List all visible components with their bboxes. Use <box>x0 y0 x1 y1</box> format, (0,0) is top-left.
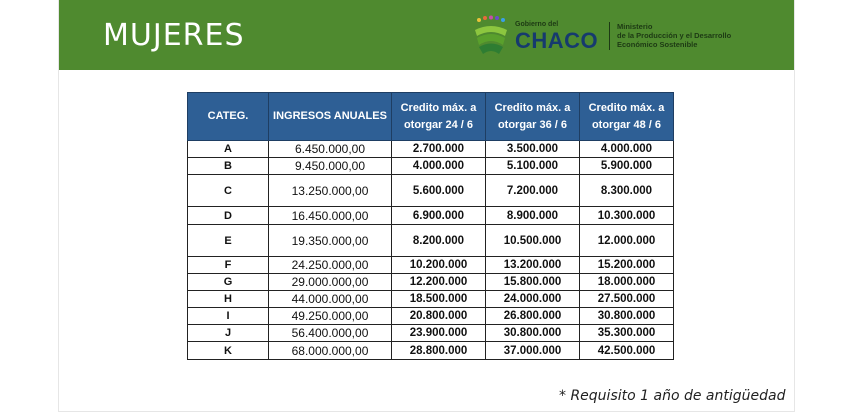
category-cell: J <box>188 325 269 342</box>
credit-48-cell: 8.300.000 <box>580 175 674 207</box>
header-banner <box>59 0 794 70</box>
table-row <box>188 342 674 360</box>
credit-24-cell: 20.800.000 <box>392 308 486 325</box>
credit-24-cell: 28.800.000 <box>392 342 486 360</box>
credit-24-cell: 2.700.000 <box>392 141 486 158</box>
credit-48-cell: 27.500.000 <box>580 291 674 308</box>
table-body <box>188 141 674 360</box>
category-cell: D <box>188 207 269 225</box>
logo-chaco-text: CHACO <box>515 28 599 53</box>
credit-24-cell: 8.200.000 <box>392 225 486 257</box>
income-cell: 19.350.000,00 <box>269 225 392 257</box>
credit-36-cell: 37.000.000 <box>486 342 580 360</box>
header-credito-24: Credito máx. a otorgar 24 / 6 <box>392 93 486 141</box>
table-header-row <box>188 93 674 141</box>
ministry-line: de la Producción y el Desarrollo <box>617 31 732 40</box>
income-cell: 56.400.000,00 <box>269 325 392 342</box>
credit-24-cell: 10.200.000 <box>392 257 486 274</box>
credit-36-cell: 7.200.000 <box>486 175 580 207</box>
header-ingresos: INGRESOS ANUALES <box>269 93 392 141</box>
credit-36-cell: 15.800.000 <box>486 274 580 291</box>
credit-24-cell: 4.000.000 <box>392 158 486 175</box>
table-row <box>188 291 674 308</box>
logo-divider <box>609 22 610 50</box>
category-cell: F <box>188 257 269 274</box>
category-cell: G <box>188 274 269 291</box>
credit-36-cell: 13.200.000 <box>486 257 580 274</box>
income-cell: 68.000.000,00 <box>269 342 392 360</box>
income-cell: 29.000.000,00 <box>269 274 392 291</box>
header-credito-48: Credito máx. a otorgar 48 / 6 <box>580 93 674 141</box>
header-credito-36: Credito máx. a otorgar 36 / 6 <box>486 93 580 141</box>
header-categ: CATEG. <box>188 93 269 141</box>
credit-48-cell: 30.800.000 <box>580 308 674 325</box>
chaco-emblem-icon <box>469 14 513 58</box>
credit-36-cell: 5.100.000 <box>486 158 580 175</box>
category-cell: E <box>188 225 269 257</box>
credit-48-cell: 4.000.000 <box>580 141 674 158</box>
table-row <box>188 257 674 274</box>
credit-48-cell: 42.500.000 <box>580 342 674 360</box>
page-title: MUJERES <box>103 18 245 53</box>
category-cell: C <box>188 175 269 207</box>
table-row <box>188 308 674 325</box>
income-cell: 49.250.000,00 <box>269 308 392 325</box>
credit-36-cell: 8.900.000 <box>486 207 580 225</box>
table-row <box>188 325 674 342</box>
credit-36-cell: 26.800.000 <box>486 308 580 325</box>
table-row <box>188 175 674 207</box>
credit-48-cell: 10.300.000 <box>580 207 674 225</box>
chaco-government-logo <box>469 14 769 58</box>
credit-24-cell: 23.900.000 <box>392 325 486 342</box>
table-row <box>188 141 674 158</box>
credit-36-cell: 24.000.000 <box>486 291 580 308</box>
credit-48-cell: 5.900.000 <box>580 158 674 175</box>
income-cell: 6.450.000,00 <box>269 141 392 158</box>
credit-36-cell: 10.500.000 <box>486 225 580 257</box>
income-cell: 13.250.000,00 <box>269 175 392 207</box>
income-cell: 44.000.000,00 <box>269 291 392 308</box>
table-row <box>188 207 674 225</box>
category-cell: A <box>188 141 269 158</box>
category-cell: B <box>188 158 269 175</box>
credit-36-cell: 3.500.000 <box>486 141 580 158</box>
slide <box>58 0 795 412</box>
credit-24-cell: 5.600.000 <box>392 175 486 207</box>
category-cell: H <box>188 291 269 308</box>
income-cell: 16.450.000,00 <box>269 207 392 225</box>
table-row <box>188 158 674 175</box>
category-cell: I <box>188 308 269 325</box>
logo-small-text: Gobierno del <box>515 21 559 28</box>
credit-table <box>187 92 674 360</box>
income-cell: 9.450.000,00 <box>269 158 392 175</box>
ministry-line: Ministerio <box>617 22 653 31</box>
credit-48-cell: 18.000.000 <box>580 274 674 291</box>
footer-note: * Requisito 1 año de antigüedad <box>559 388 786 404</box>
credit-36-cell: 30.800.000 <box>486 325 580 342</box>
table-row <box>188 225 674 257</box>
credit-48-cell: 35.300.000 <box>580 325 674 342</box>
income-cell: 24.250.000,00 <box>269 257 392 274</box>
credit-24-cell: 18.500.000 <box>392 291 486 308</box>
credit-24-cell: 12.200.000 <box>392 274 486 291</box>
category-cell: K <box>188 342 269 360</box>
table-row <box>188 274 674 291</box>
ministry-line: Económico Sostenible <box>617 40 698 49</box>
credit-48-cell: 12.000.000 <box>580 225 674 257</box>
credit-24-cell: 6.900.000 <box>392 207 486 225</box>
credit-48-cell: 15.200.000 <box>580 257 674 274</box>
logo-ministry-text <box>617 22 767 49</box>
